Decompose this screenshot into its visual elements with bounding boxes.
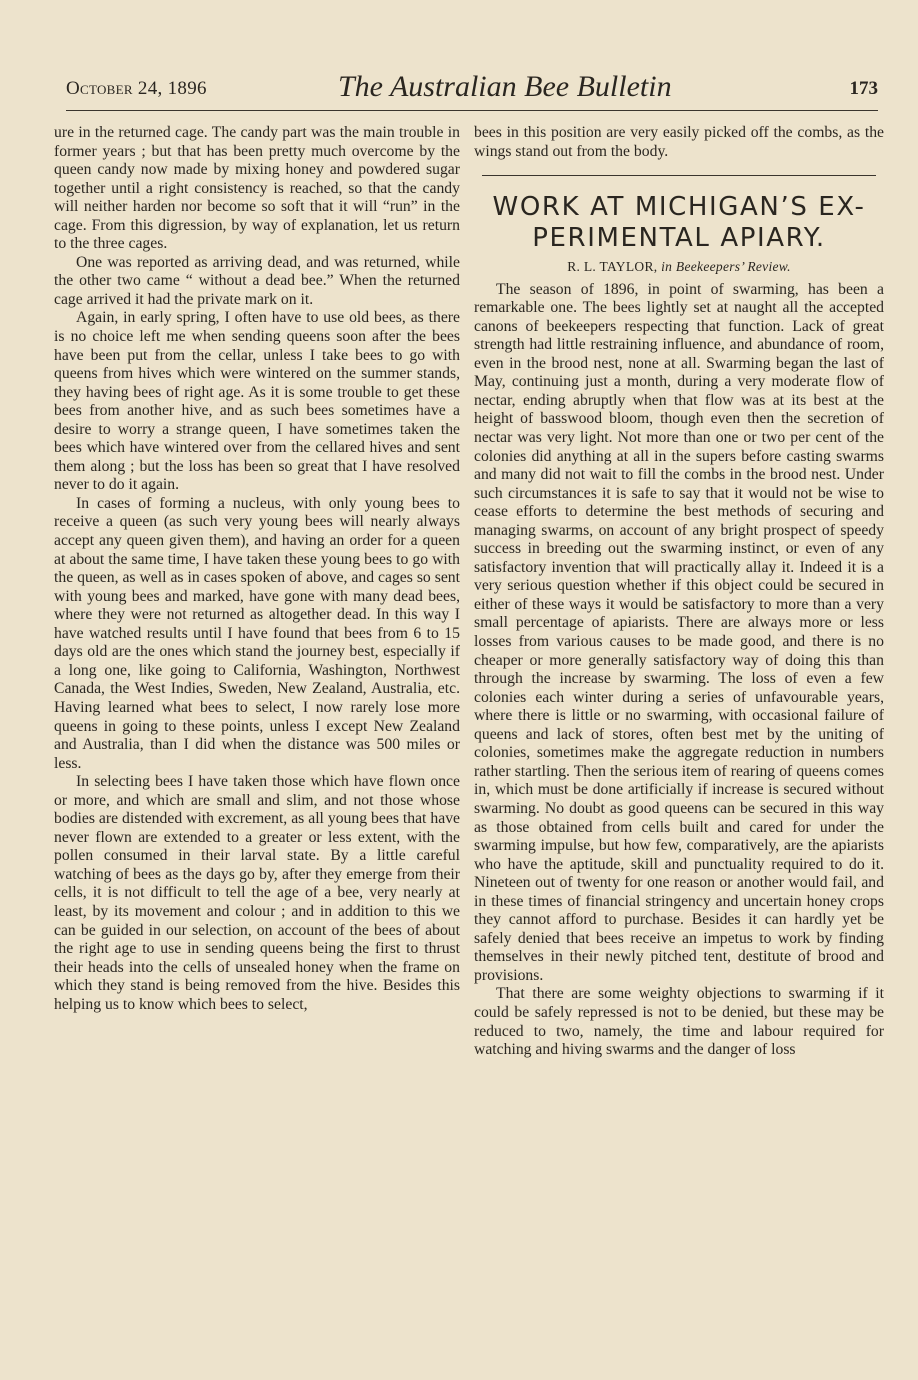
- continued-paragraph: bees in this position are very easily picked off the combs, as the wings stand out from the body.: [474, 124, 884, 160]
- article-title-line: PERIMENTAL APIARY.: [532, 223, 826, 254]
- paragraph: The season of 1896, in point of swarming, has been a remarkable one. The bees lightly set at naught all the accepted canons of beekeepers respecting that function. Lack of great strength had little restraining influence, and abundance of room, even in the brood nest, none at all. Swarming began the last of May, continuing just a month, during a very moderate flow of nectar, ending abruptly when that flow was at its best at the height of basswood bloom, though even then the secretion of nectar was very light. Not more than one or two per cent of the colonies did anything at all in the supers before casting swarms and many did not wait to fill the combs in the brood nest. Under such circumstances it is safe to say that it would not be wise to cease efforts to determine the best methods of securing and managing swarms, on account of any bright prospect of speedy success in breeding out the swarming instinct, or even of any satisfactory invention that will practically allay it. Indeed it is a very serious question whether if this object could be secured in either of these ways it would be satisfactory to more than a very small percentage of apiarists. There are always more or less losses from various causes to be made good, and there is no cheaper or more generally satisfactory way of doing this than through the increase by swarming. The loss of even a few colonies each winter during a series of unfavourable years, where there is little or no swarming, with occasional failure of queens and lack of stores, often best met by the uniting of colonies, sometimes make the aggregate reduction in numbers rather startling. Then the serious item of rearing of queens comes in, which must be done artificially if increase is secured without swarming. No doubt as good queens can be secured in this way as those obtained from cells built and cared for under the swarming impulse, but how few, comparatively, are the apiarists who have the aptitude, skill and punctuality required to do it. Nineteen out of twenty for one reason or another would fail, and in these times of financial stringency and uncertain honey crops they cannot afford to purchase. Besides it can hardly yet be safely denied that bees receive an impetus to work by finding themselves in their newly pitched tent, destitute of brood and provisions.: [474, 280, 884, 984]
- article-title-line: WORK AT MICHIGAN’S EX-: [492, 192, 866, 223]
- byline: [474, 258, 884, 277]
- byline-source: in Beekeepers’ Review.: [661, 259, 791, 275]
- article-title: [474, 192, 884, 254]
- running-header: [66, 70, 878, 111]
- paragraph: ure in the returned cage. The candy part was the main trouble in former years ; but that has been pretty much overcome by the queen candy now made by mixing honey and powdered sugar together until a right consistency is reached, so that the candy will neither harden nor become so soft that it will “run” in the cage. From this digression, by way of explanation, let us return to the three cages.: [54, 124, 460, 253]
- paragraph: Again, in early spring, I often have to use old bees, as there is no choice left me when sending queens soon after the bees have been put from the cellar, unless I take bees to go with queens from hives which were wintered on the summer stands, they having bees of right age. As it is some trouble to get these bees from another hive, and as such bees sometimes have a desire to worry a strange queen, I have sometimes taken the bees which have wintered over from the cellared hives and sent them along ; but the loss has been so great that I have resolved never to do it again.: [54, 309, 460, 494]
- right-column: [474, 124, 884, 1060]
- paragraph: That there are some weighty objections to swarming if it could be safely repressed is not to be denied, but these may be reduced to two, namely, the time and labour required for watching and hiving swarms and the danger of loss: [474, 985, 884, 1059]
- left-column: [54, 124, 460, 1014]
- paragraph: One was reported as arriving dead, and was returned, while the other two came “ without a dead bee.” When the returned cage arrived it had the private mark on it.: [54, 253, 460, 308]
- paragraph: In cases of forming a nucleus, with only young bees to receive a queen (as such very young bees will nearly always accept any queen given them), and having an order for a queen at about the same time, I have taken these young bees to go with the queen, as well as in cases spoken of above, and cages so sent with young bees and marked, have gone with many dead bees, where they were not returned as altogether dead. In this way I have watched results until I have found that bees from 6 to 15 days old are the ones which stand the journey best, especially if a long one, like going to California, Washington, Northwest Canada, the West Indies, Sweden, New Zealand, Australia, etc. Having learned what bees to select, I now rarely lose more queens in going to these points, unless I except New Zealand and Australia, than I did when the distance was 500 miles or less.: [54, 494, 460, 772]
- page-number: 173: [849, 78, 878, 99]
- paragraph: In selecting bees I have taken those which have flown once or more, and which are small and slim, and not those whose bodies are distended with excrement, as all young bees that have never flown are extended to a greater or less extent, with the pollen consumed in their larval state. By a little careful watching of bees as the days go by, after they emerge from their cells, it is not difficult to tell the age of a bee, very nearly at least, by its movement and colour ; and in addition to this we can be guided in our selection, on account of the bees of about the right age to use in sending queens being the first to thrust their heads into the cells of unsealed honey when the frame on which they stand is being removed from the hive. Besides this helping us to know which bees to select,: [54, 773, 460, 1013]
- publication-title: The Australian Bee Bulletin: [338, 70, 672, 103]
- issue-date: October 24, 1896: [66, 78, 207, 99]
- article-divider: [482, 175, 876, 176]
- byline-author: R. L. TAYLOR,: [567, 259, 658, 275]
